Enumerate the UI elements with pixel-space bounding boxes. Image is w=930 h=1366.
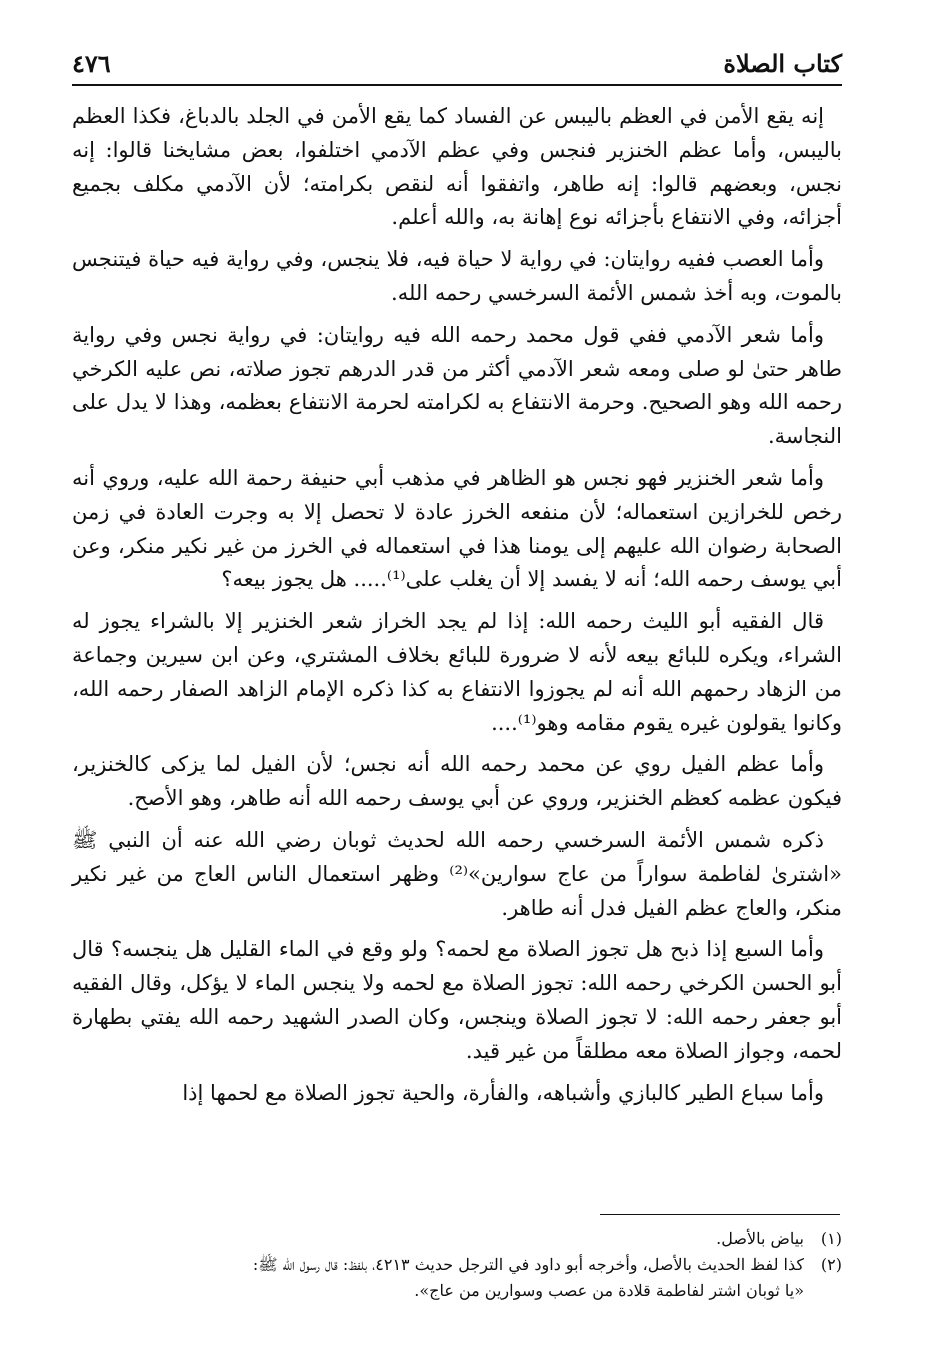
paragraph: ذكره شمس الأئمة السرخسي رحمه الله لحديث ثوبان رضي الله عنه أن النبي ﷺ «اشترىٰ لفاطمة سواراً من عاج سوارين»⁽²⁾ وظهر استعمال الناس العاج من غير نكير منكر، والعاج عظم الفيل فدل أنه طاهر.: [72, 827, 842, 920]
paragraph: وأما السبع إذا ذبح هل تجوز الصلاة مع لحمه؟ ولو وقع في الماء القليل هل ينجسه؟ قال أبو الحسن الكرخي رحمه الله: تجوز الصلاة مع لحمه ولا ينجس الماء لا يؤكل، وقال الفقيه أبو جعفر رحمه الله: لا تجوز الصلاة وينجس، وكان الصدر الشهيد رحمه الله يفتي بطهارة لحمه، وجواز الصلاة معه مطلقاً من غير قيد.: [72, 937, 842, 1063]
footnote-divider: [600, 1214, 840, 1215]
footnote-text: كذا لفظ الحديث بالأصل، وأخرجه أبو داود في الترجل حديث ٤٢١٣، بلفظ: قال رسول الله ﷺ:: [252, 1255, 804, 1274]
footnote-text: بياض بالأصل.: [716, 1229, 804, 1248]
paragraph: وأما عظم الفيل روي عن محمد رحمه الله أنه نجس؛ لأن الفيل لما يزكى كالخنزير، فيكون عظمه كعظم الخنزير، وروي عن أبي يوسف رحمه الله أنه طاهر، وهو الأصح.: [72, 752, 842, 811]
paragraph: وأما سباع الطير كالبازي وأشباهه، والفأرة، والحية تجوز الصلاة مع لحمها إذا: [182, 1080, 824, 1105]
footnote-number: (١): [820, 1229, 842, 1248]
footnotes: [72, 1226, 842, 1304]
paragraph: قال الفقيه أبو الليث رحمه الله: إذا لم يجد الخراز شعر الخنزير إلا بالشراء يجوز له الشراء، ويكره للبائع بيعه لأنه لا ضرورة للبائع بخلاف المشتري، وعن ابن سيرين وجماعة من الزهاد رحمهم الله أنه لم يجوزوا الانتفاع به كذا ذكره الإمام الزاهد الصفار رحمه الله، وكانوا يقولون غيره يقوم مقامه وهو⁽¹⁾....: [72, 609, 842, 735]
paragraph: وأما شعر الخنزير فهو نجس هو الظاهر في مذهب أبي حنيفة رحمة الله عليه، وروي أنه رخص للخرازين استعماله؛ لأن منفعه الخرز عادة لا تحصل إلا به وجرت العادة في زمن الصحابة رضوان الله عليهم إلى يومنا هذا في استعماله في الخرز من غير نكير منكر، وعن أبي يوسف رحمه الله؛ أنه لا يفسد إلا أن يغلب على⁽¹⁾..... هل يجوز بيعه؟: [72, 465, 842, 592]
paragraph: وأما العصب ففيه روايتان: في رواية لا حياة فيه، فلا ينجس، وفي رواية فيه حياة فيتنجس بالموت، وبه أخذ شمس الأئمة السرخسي رحمه الله.: [72, 247, 842, 305]
running-title: كتاب الصلاة: [723, 49, 842, 78]
main-text: [72, 100, 842, 1118]
page-number: ٤٧٦: [72, 49, 111, 78]
footnote-number: (٢): [820, 1255, 842, 1274]
page-header: [72, 40, 842, 86]
footnote-continuation: «يا ثوبان اشتر لفاطمة قلادة من عصب وسوارين من عاج».: [414, 1281, 804, 1300]
paragraph: إنه يقع الأمن في العظم باليبس عن الفساد كما يقع الأمن في الجلد بالدباغ، فكذا العظم باليبس، وأما عظم الخنزير فنجس وفي عظم الآدمي اختلفوا، بعض مشايخنا قالوا: إنه نجس، وبعضهم قالوا: إنه طاهر، واتفقوا أنه لنقص بكرامته؛ لأن الآدمي مكلف بجميع أجزائه، وفي الانتفاع بأجزائه نوع إهانة به، والله أعلم.: [72, 104, 842, 230]
footnote: [72, 1252, 842, 1278]
paragraph: وأما شعر الآدمي ففي قول محمد رحمه الله فيه روايتان: في رواية نجس وفي رواية طاهر حتىٰ لو صلى ومعه شعر الآدمي أكثر من قدر الدرهم تجوز صلاته، نص عليه الكرخي رحمه الله وهو الصحيح. وحرمة الانتفاع به لكرامته لحرمة الانتفاع بعظمه، وهذا لا يدل على النجاسة.: [72, 322, 842, 449]
footnote: [72, 1226, 842, 1252]
